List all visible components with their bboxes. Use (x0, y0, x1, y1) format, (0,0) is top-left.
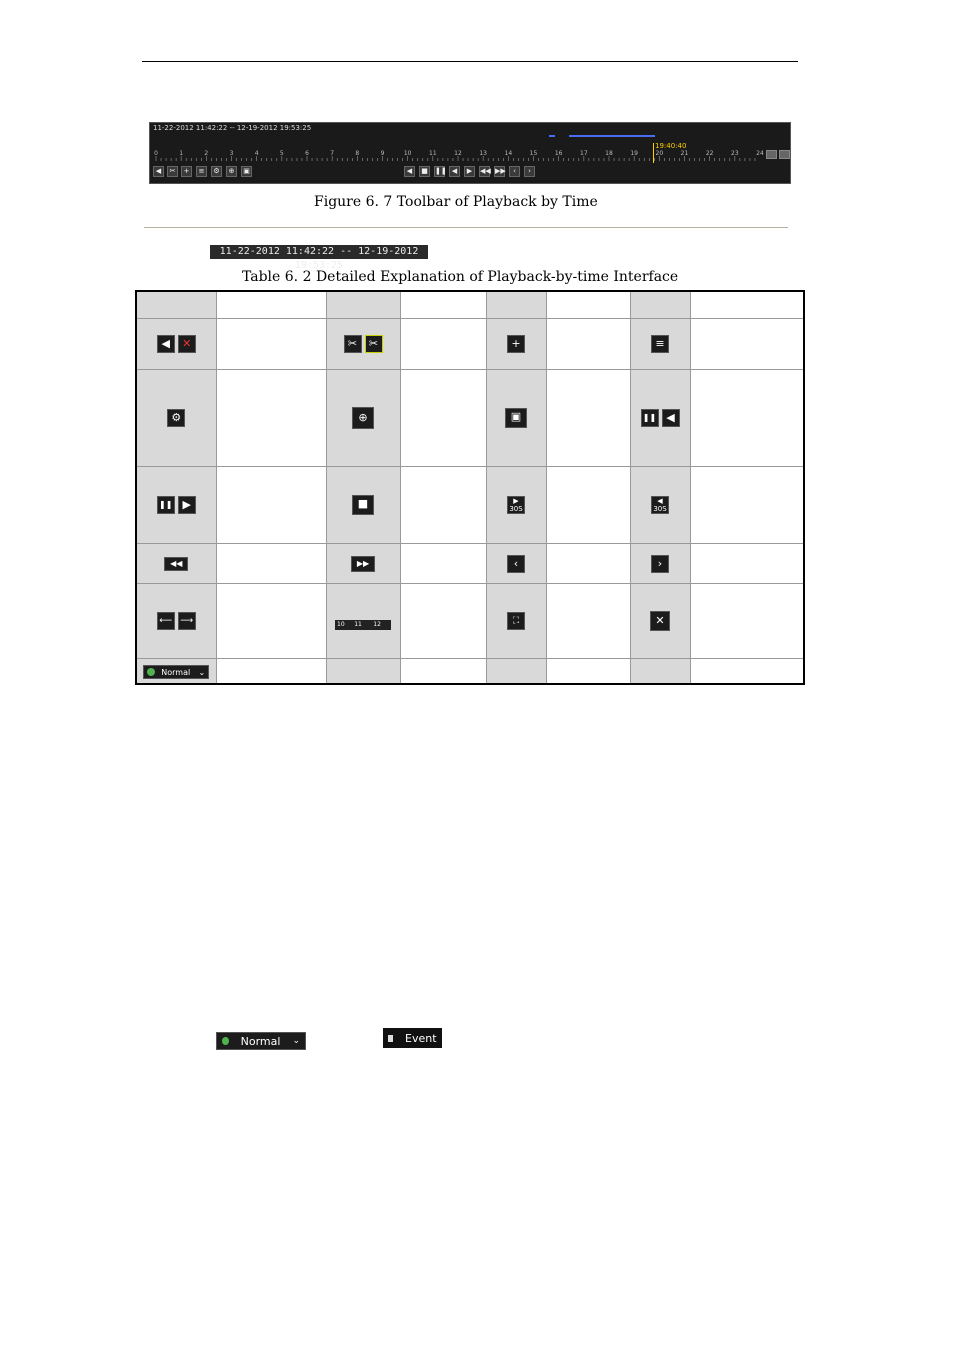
snapshot-icon: ▣ (505, 408, 527, 428)
desc-cell (546, 369, 630, 466)
header-cell (216, 291, 326, 318)
record-segment (549, 135, 555, 137)
tag-icon: ≡ (651, 335, 669, 353)
backward-30s-icon: ◀ 30S (651, 496, 669, 514)
reverse-button[interactable]: ◀ (404, 166, 415, 177)
icon-cell (136, 466, 216, 543)
timeline-tick: 10 (337, 621, 345, 628)
play-icon: ▶ (178, 496, 196, 514)
icon-cell (486, 369, 546, 466)
desc-cell (400, 658, 486, 684)
icon-cell (486, 318, 546, 369)
desc-cell (400, 583, 486, 658)
backward-30s-label: 30S (653, 505, 667, 514)
document-icon (388, 1035, 393, 1042)
icon-cell (486, 543, 546, 583)
icon-cell (486, 658, 546, 684)
hour-tick-label: 21 (680, 150, 689, 157)
backward-30s-button[interactable]: ◀ (449, 166, 460, 177)
table-row (136, 318, 804, 369)
header-cell (546, 291, 630, 318)
icon-cell (136, 318, 216, 369)
hour-tick-label: 7 (330, 150, 335, 157)
header-cell (630, 291, 690, 318)
desc-cell (546, 543, 630, 583)
tag-button[interactable]: ≡ (196, 166, 207, 177)
table-row (136, 658, 804, 684)
desc-cell (546, 658, 630, 684)
icon-cell (630, 543, 690, 583)
zoom-icon: ⊕ (352, 407, 374, 429)
icon-cell (630, 466, 690, 543)
clip-start-icon: ✂ (344, 335, 362, 353)
event-label: Event (405, 1031, 437, 1045)
scale-up-button[interactable] (779, 150, 790, 159)
desc-cell (690, 466, 804, 543)
hour-tick-label: 10 (403, 150, 412, 157)
header-cell (326, 291, 400, 318)
hour-tick-label: 9 (380, 150, 385, 157)
hour-tick-label: 4 (254, 150, 259, 157)
timeline-cursor[interactable] (653, 143, 654, 163)
desc-cell (690, 658, 804, 684)
hour-tick-label: 11 (429, 150, 437, 157)
zoom-button[interactable]: ⊕ (226, 166, 237, 177)
settings-button[interactable]: ⚙ (211, 166, 222, 177)
desc-cell (216, 658, 326, 684)
icon-cell (326, 583, 400, 658)
desc-cell (400, 543, 486, 583)
icon-cell (136, 369, 216, 466)
header-cell (400, 291, 486, 318)
add-tag-button[interactable]: + (181, 166, 192, 177)
icon-cell (136, 543, 216, 583)
desc-cell (690, 583, 804, 658)
table-row (136, 543, 804, 583)
chevron-left-icon: ‹ (507, 555, 525, 573)
rewind-button[interactable]: ◀◀ (480, 167, 491, 175)
pause-icon: ❚❚ (641, 409, 659, 427)
section-rule (144, 227, 788, 228)
table-row (136, 291, 804, 318)
event-mode-button[interactable] (383, 1028, 442, 1048)
icon-cell (630, 583, 690, 658)
icon-cell (630, 658, 690, 684)
desc-cell (690, 369, 804, 466)
prev-day-button[interactable]: ‹ (509, 166, 520, 177)
forward-30s-button[interactable]: ▶ (464, 166, 475, 177)
hour-tick-label: 0 (154, 150, 158, 157)
figure-caption: Figure 6. 7 Toolbar of Playback by Time (314, 194, 598, 210)
desc-cell (546, 583, 630, 658)
desc-cell (216, 543, 326, 583)
hour-tick-label: 24 (756, 150, 764, 157)
fast-forward-button[interactable]: ▶▶ (495, 167, 506, 175)
cursor-time-label: 19:40:40 (655, 142, 687, 150)
icon-cell (630, 369, 690, 466)
hour-tick-label: 23 (731, 150, 739, 157)
hour-tick-label: 22 (705, 150, 714, 157)
hour-tick-label: 19 (630, 150, 638, 157)
timeline-icon (335, 620, 391, 630)
hour-tick-label: 3 (229, 150, 234, 157)
clip-end-icon: ✂ (365, 335, 383, 353)
chevron-right-icon: › (651, 555, 669, 573)
desc-cell (400, 466, 486, 543)
play-status-dot (147, 668, 155, 676)
icon-cell (326, 466, 400, 543)
desc-cell (690, 543, 804, 583)
desc-cell (216, 466, 326, 543)
scale-down-button[interactable] (766, 150, 777, 159)
header-cell (486, 291, 546, 318)
desc-cell (216, 583, 326, 658)
toolbar-time-range: 11-22-2012 11:42:22 -- 12-19-2012 19:53:25 (153, 124, 312, 132)
play-status-dot (222, 1037, 229, 1045)
hour-tick-label: 15 (529, 150, 538, 157)
pause-button[interactable]: ❚❚ (435, 167, 447, 175)
hour-tick-label: 8 (355, 150, 360, 157)
pause-icon: ❚❚ (157, 496, 175, 514)
chevron-down-icon: ⌄ (292, 1036, 300, 1046)
table-row (136, 583, 804, 658)
timeline-tick: 11 (354, 621, 362, 628)
icon-cell (486, 583, 546, 658)
next-day-button[interactable]: › (524, 166, 535, 177)
stop-button[interactable]: ■ (419, 166, 430, 177)
desc-cell (216, 318, 326, 369)
icon-cell (326, 658, 400, 684)
hour-tick-label: 18 (605, 150, 613, 157)
speed-select-icon (143, 665, 209, 679)
hour-tick-label: 2 (204, 150, 209, 157)
table-row (136, 369, 804, 466)
record-segment (569, 135, 655, 137)
normal-label: Normal (240, 1034, 281, 1048)
hour-tick-label: 13 (479, 150, 487, 157)
timeline-ruler[interactable] (154, 149, 764, 161)
scale-down-icon: ⟵ (157, 612, 175, 630)
table-caption: Table 6. 2 Detailed Explanation of Playback-by-time Interface (242, 269, 679, 285)
chevron-down-icon: ⌄ (198, 667, 206, 677)
close-icon: ✕ (650, 611, 670, 631)
normal-mode-button[interactable] (216, 1032, 306, 1050)
desc-cell (216, 369, 326, 466)
playback-toolbar (149, 122, 791, 184)
rewind-icon: ◀◀ (164, 557, 188, 571)
icon-cell (326, 369, 400, 466)
hour-tick-label: 5 (279, 150, 284, 157)
hour-tick-label: 16 (554, 150, 563, 157)
icon-cell (136, 583, 216, 658)
hour-tick-label: 14 (504, 150, 513, 157)
explanation-table (135, 290, 805, 685)
desc-cell (400, 369, 486, 466)
audio-button[interactable]: ◀ (153, 166, 164, 177)
desc-cell (400, 318, 486, 369)
clip-button[interactable]: ✂ (167, 166, 178, 177)
forward-30s-icon: ▶ 30S (507, 496, 525, 514)
snapshot-button[interactable]: ▣ (241, 166, 252, 177)
stop-icon: ■ (352, 495, 374, 515)
hour-tick-label: 17 (580, 150, 588, 157)
speed-select-label: Normal (161, 667, 191, 677)
header-rule (142, 61, 798, 62)
gear-icon: ⚙ (167, 409, 185, 427)
fullscreen-icon: ⛶ (507, 612, 525, 630)
desc-cell (546, 318, 630, 369)
time-range-label: 11-22-2012 11:42:22 -- 12-19-2012 19:53:25 (210, 245, 428, 259)
header-cell (690, 291, 804, 318)
timeline-tick: 12 (373, 621, 381, 628)
audio-off-icon: ✕ (178, 335, 196, 353)
icon-cell (326, 318, 400, 369)
hour-tick-label: 20 (655, 150, 664, 157)
fast-forward-icon: ▶▶ (351, 556, 375, 572)
add-tag-icon: + (507, 335, 525, 353)
scale-up-icon: ⟶ (178, 612, 196, 630)
desc-cell (546, 466, 630, 543)
audio-on-icon: ◀ (157, 335, 175, 353)
hour-tick-label: 12 (454, 150, 462, 157)
reverse-play-icon: ◀ (662, 409, 680, 427)
icon-cell (136, 658, 216, 684)
hour-tick-label: 1 (179, 150, 184, 157)
icon-cell (630, 318, 690, 369)
icon-cell (326, 543, 400, 583)
forward-30s-label: 30S (509, 505, 523, 514)
hour-tick-label: 6 (305, 150, 309, 157)
table-row (136, 466, 804, 543)
header-cell (136, 291, 216, 318)
icon-cell (486, 466, 546, 543)
desc-cell (690, 318, 804, 369)
